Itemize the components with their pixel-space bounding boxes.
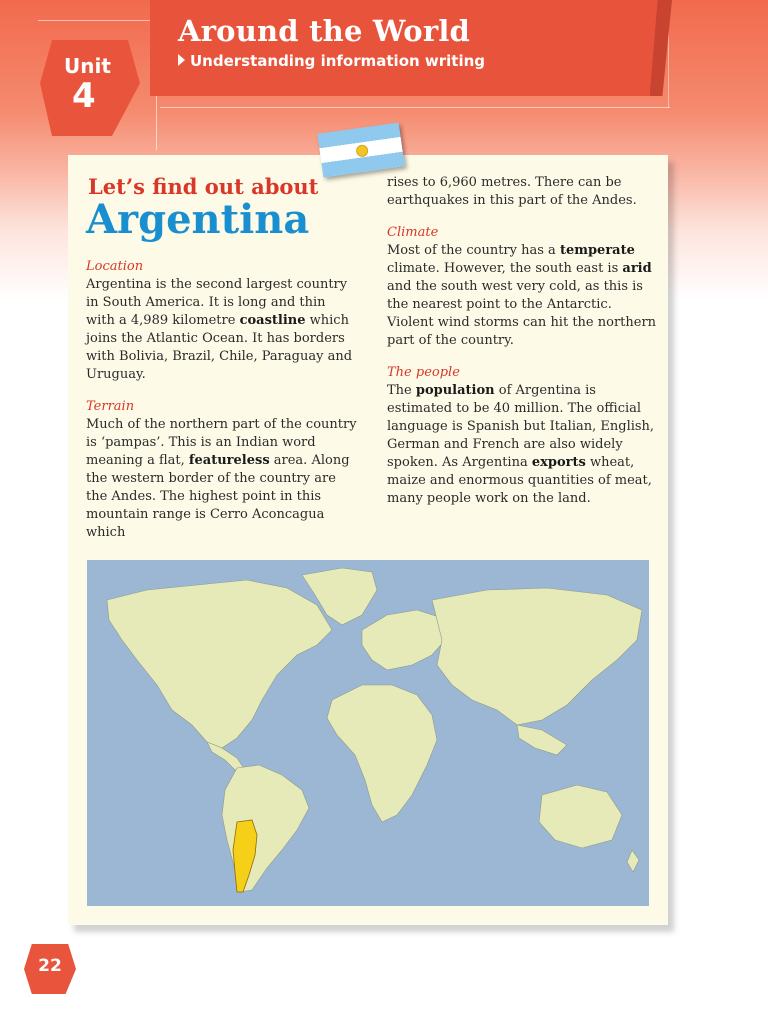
article-kicker: Let’s find out about — [88, 174, 319, 199]
map-africa — [327, 685, 437, 822]
section-title-people: The people — [387, 365, 460, 380]
guide-line — [38, 20, 150, 21]
text-run: Much of the northern part of the country is ‘pampas’. This is an Indian word meaning a flat, — [86, 417, 357, 468]
page-number: 22 — [38, 956, 62, 976]
map-asia — [432, 588, 642, 725]
map-australia — [539, 785, 622, 848]
section-title-terrain: Terrain — [86, 399, 135, 414]
map-north-america — [107, 580, 332, 748]
world-map — [87, 560, 649, 906]
text-run: Most of the country has a — [387, 243, 560, 258]
keyword: arid — [622, 261, 652, 276]
play-triangle-icon — [178, 54, 185, 66]
unit-subtitle — [178, 52, 485, 70]
keyword: coastline — [239, 313, 306, 328]
section-text-terrain-continued: rises to 6,960 metres. There can be earthquakes in this part of the Andes. — [387, 175, 637, 208]
unit-label: Unit — [64, 54, 111, 78]
section-text-people — [387, 382, 659, 508]
text-run: climate. However, the south east is — [387, 261, 623, 276]
keyword: temperate — [559, 243, 635, 258]
map-southeast-asia — [517, 725, 567, 755]
text-run: Argentina is the second largest country in South America. It is long and thin with a 4,989 kilometre — [86, 277, 348, 328]
section-text-location — [86, 276, 358, 384]
section-text-climate — [387, 242, 659, 350]
map-europe — [362, 610, 447, 670]
text-run: of Argentina is estimated to be 40 million. The official language is Spanish but Italian, English, German and French are also widely spoken. As Argentina — [387, 383, 655, 470]
map-new-zealand — [627, 850, 639, 872]
article-column-right — [387, 174, 659, 522]
guide-line — [160, 107, 670, 108]
section-text-terrain — [86, 416, 358, 542]
section-title-location: Location — [86, 259, 144, 274]
unit-subtitle-text: Understanding information writing — [190, 52, 486, 70]
text-run: and the south west very cold, as this is the nearest point to the Antarctic. Violent wind storms can hit the northern part of the country. — [387, 279, 657, 348]
keyword: population — [415, 383, 495, 398]
unit-title: Around the World — [178, 14, 471, 48]
keyword: exports — [531, 455, 586, 470]
keyword: featureless — [188, 453, 270, 468]
unit-number: 4 — [72, 76, 96, 116]
text-run: wheat, maize and enormous quantities of meat, many people work on the land. — [387, 455, 652, 506]
world-map-svg — [87, 560, 649, 906]
section-title-climate: Climate — [387, 225, 439, 240]
sun-of-may-icon — [355, 144, 369, 158]
text-run: which joins the Atlantic Ocean. It has borders with Bolivia, Brazil, Chile, Paraguay and Uruguay. — [86, 313, 353, 382]
article-column-left — [86, 258, 358, 556]
text-run: The — [387, 383, 416, 398]
text-run: area. Along the western border of the country are the Andes. The highest point in this mountain range is Cerro Aconcagua which — [86, 453, 350, 540]
article-title: Argentina — [86, 196, 310, 243]
